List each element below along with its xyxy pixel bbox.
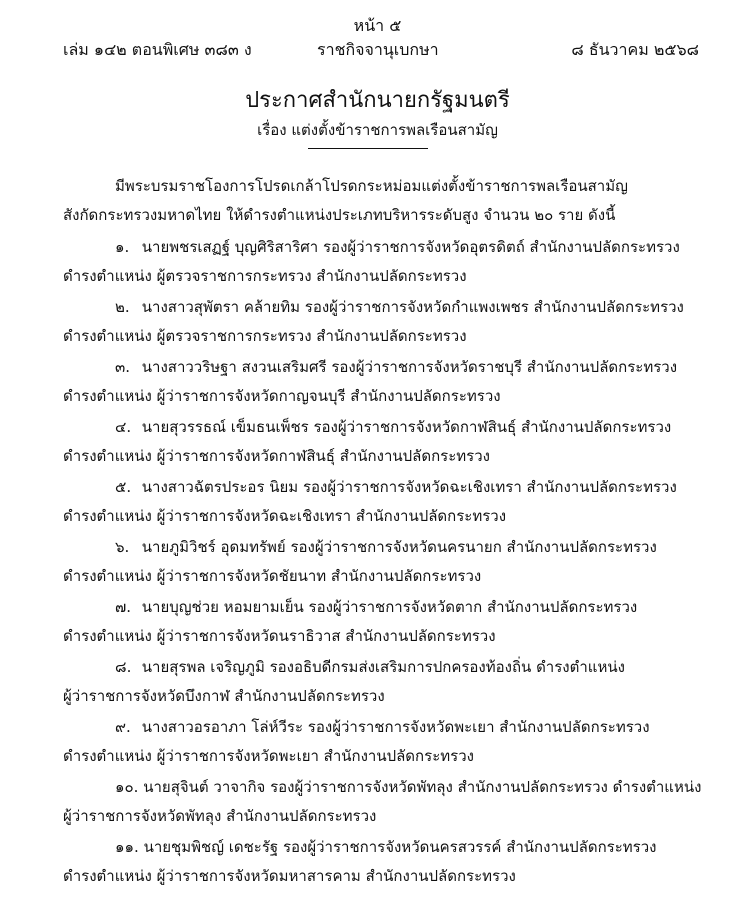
item-number: ๖. <box>115 538 130 556</box>
item-number: ๙. <box>115 718 131 736</box>
appointee-text: นางสาวสุพัตรา คล้ายทิม รองผู้ว่าราชการจังหวัดกำแพงเพชร สำนักงานปลัดกระทรวง <box>141 298 684 316</box>
appointment-line-2: ดำรงตำแหน่ง ผู้ตรวจราชการกระทรวง สำนักงานปลัดกระทรวง <box>63 327 467 345</box>
appointee-text: นายสุรพล เจริญภูมิ รองอธิบดีกรมส่งเสริมการปกครองท้องถิ่น ดำรงตำแหน่ง <box>141 658 625 676</box>
appointment-line-1 <box>63 773 702 802</box>
title-divider <box>308 148 428 149</box>
appointment-line-1 <box>63 653 699 682</box>
appointment-item <box>63 833 699 893</box>
appointment-item <box>63 773 702 833</box>
appointment-line-1 <box>63 413 699 442</box>
appointment-item <box>63 233 699 293</box>
announcement-subject: เรื่อง แต่งตั้งข้าราชการพลเรือนสามัญ <box>257 121 498 139</box>
item-number: ๕. <box>115 478 132 496</box>
appointment-line-1 <box>63 593 699 622</box>
appointment-line-1 <box>63 833 699 862</box>
appointee-text: นางสาวอรอาภา โล่ห์วีระ รองผู้ว่าราชการจังหวัดพะเยา สำนักงานปลัดกระทรวง <box>141 718 650 736</box>
appointee-text: นางสาวฉัตรประอร นิยม รองผู้ว่าราชการจังหวัดฉะเชิงเทรา สำนักงานปลัดกระทรวง <box>141 478 677 496</box>
item-number: ๔. <box>115 418 132 436</box>
appointment-item <box>63 353 699 413</box>
appointment-line-1 <box>63 473 699 502</box>
appointee-text: นายภูมิวิชร์ อุดมทรัพย์ รองผู้ว่าราชการจังหวัดนครนายก สำนักงานปลัดกระทรวง <box>141 538 657 556</box>
appointment-item <box>63 293 699 353</box>
appointment-item <box>63 413 699 473</box>
appointment-line-2: ดำรงตำแหน่ง ผู้ตรวจราชการกระทรวง สำนักงานปลัดกระทรวง <box>63 267 467 285</box>
item-number: ๑. <box>115 238 130 256</box>
item-number: ๑๐. <box>115 778 139 796</box>
appointment-item <box>63 713 699 773</box>
appointment-line-1 <box>63 533 699 562</box>
appointment-line-1 <box>63 293 699 322</box>
item-number: ๘. <box>115 658 132 676</box>
intro-line-1: มีพระบรมราชโองการโปรดเกล้าโปรดกระหม่อมแต่งตั้งข้าราชการพลเรือนสามัญ <box>115 177 628 195</box>
appointee-text: นายพชรเสฏฐ์ บุญศิริสาริศา รองผู้ว่าราชการจังหวัดอุตรดิตถ์ สำนักงานปลัดกระทรวง <box>141 238 680 256</box>
appointment-line-2: ดำรงตำแหน่ง ผู้ว่าราชการจังหวัดกาญจนบุรี สำนักงานปลัดกระทรวง <box>63 387 501 405</box>
appointment-line-2: ดำรงตำแหน่ง ผู้ว่าราชการจังหวัดพะเยา สำนักงานปลัดกระทรวง <box>63 747 474 765</box>
appointment-line-1 <box>63 233 699 262</box>
gazette-header <box>63 38 699 60</box>
item-number: ๗. <box>115 598 132 616</box>
announcement-title: ประกาศสำนักนายกรัฐมนตรี <box>245 88 510 113</box>
appointee-text: นายสุวรรธณ์ เข็มธนเพ็ชร รองผู้ว่าราชการจังหวัดกาฬสินธุ์ สำนักงานปลัดกระทรวง <box>141 418 672 436</box>
appointment-item <box>63 653 699 713</box>
item-number: ๑๑. <box>115 838 139 856</box>
item-number: ๒. <box>115 298 130 316</box>
intro-line-2: สังกัดกระทรวงมหาดไทย ให้ดำรงตำแหน่งประเภทบริหารระดับสูง จำนวน ๒๐ ราย ดังนี้ <box>63 206 616 224</box>
appointment-line-1 <box>63 353 699 382</box>
intro-paragraph <box>63 172 699 230</box>
gazette-name: ราชกิจจานุเบกษา <box>317 40 439 59</box>
appointment-line-1 <box>63 713 699 742</box>
appointment-line-2: ผู้ว่าราชการจังหวัดบึงกาฬ สำนักงานปลัดกระทรวง <box>63 687 385 705</box>
appointment-list <box>63 233 702 893</box>
volume-issue: เล่ม ๑๔๒ ตอนพิเศษ ๓๘๓ ง <box>63 40 252 59</box>
appointment-line-2: ดำรงตำแหน่ง ผู้ว่าราชการจังหวัดชัยนาท สำนักงานปลัดกระทรวง <box>63 567 482 585</box>
item-number: ๓. <box>115 358 131 376</box>
appointee-text: นายชุมพิชญ์ เดชะรัฐ รองผู้ว่าราชการจังหวัดนครสวรรค์ สำนักงานปลัดกระทรวง <box>143 838 657 856</box>
appointment-line-2: ดำรงตำแหน่ง ผู้ว่าราชการจังหวัดมหาสารคาม สำนักงานปลัดกระทรวง <box>63 867 516 885</box>
publication-date: ๘ ธันวาคม ๒๕๖๘ <box>571 40 699 59</box>
appointment-item <box>63 473 699 533</box>
appointment-item <box>63 593 699 653</box>
appointee-text: นายสุจินต์ วาจากิจ รองผู้ว่าราชการจังหวัดพัทลุง สำนักงานปลัดกระทรวง ดำรงตำแหน่ง <box>143 778 702 796</box>
appointment-line-2: ดำรงตำแหน่ง ผู้ว่าราชการจังหวัดนราธิวาส สำนักงานปลัดกระทรวง <box>63 627 496 645</box>
appointee-text: นายบุญช่วย หอมยามเย็น รองผู้ว่าราชการจังหวัดตาก สำนักงานปลัดกระทรวง <box>141 598 638 616</box>
appointment-item <box>63 533 699 593</box>
appointment-line-2: ดำรงตำแหน่ง ผู้ว่าราชการจังหวัดกาฬสินธุ์ สำนักงานปลัดกระทรวง <box>63 447 490 465</box>
appointee-text: นางสาววริษฐา สงวนเสริมศรี รองผู้ว่าราชการจังหวัดราชบุรี สำนักงานปลัดกระทรวง <box>141 358 678 376</box>
appointment-line-2: ดำรงตำแหน่ง ผู้ว่าราชการจังหวัดฉะเชิงเทรา สำนักงานปลัดกระทรวง <box>63 507 507 525</box>
appointment-line-2: ผู้ว่าราชการจังหวัดพัทลุง สำนักงานปลัดกระทรวง <box>63 807 377 825</box>
page-number: หน้า ๕ <box>353 16 402 35</box>
